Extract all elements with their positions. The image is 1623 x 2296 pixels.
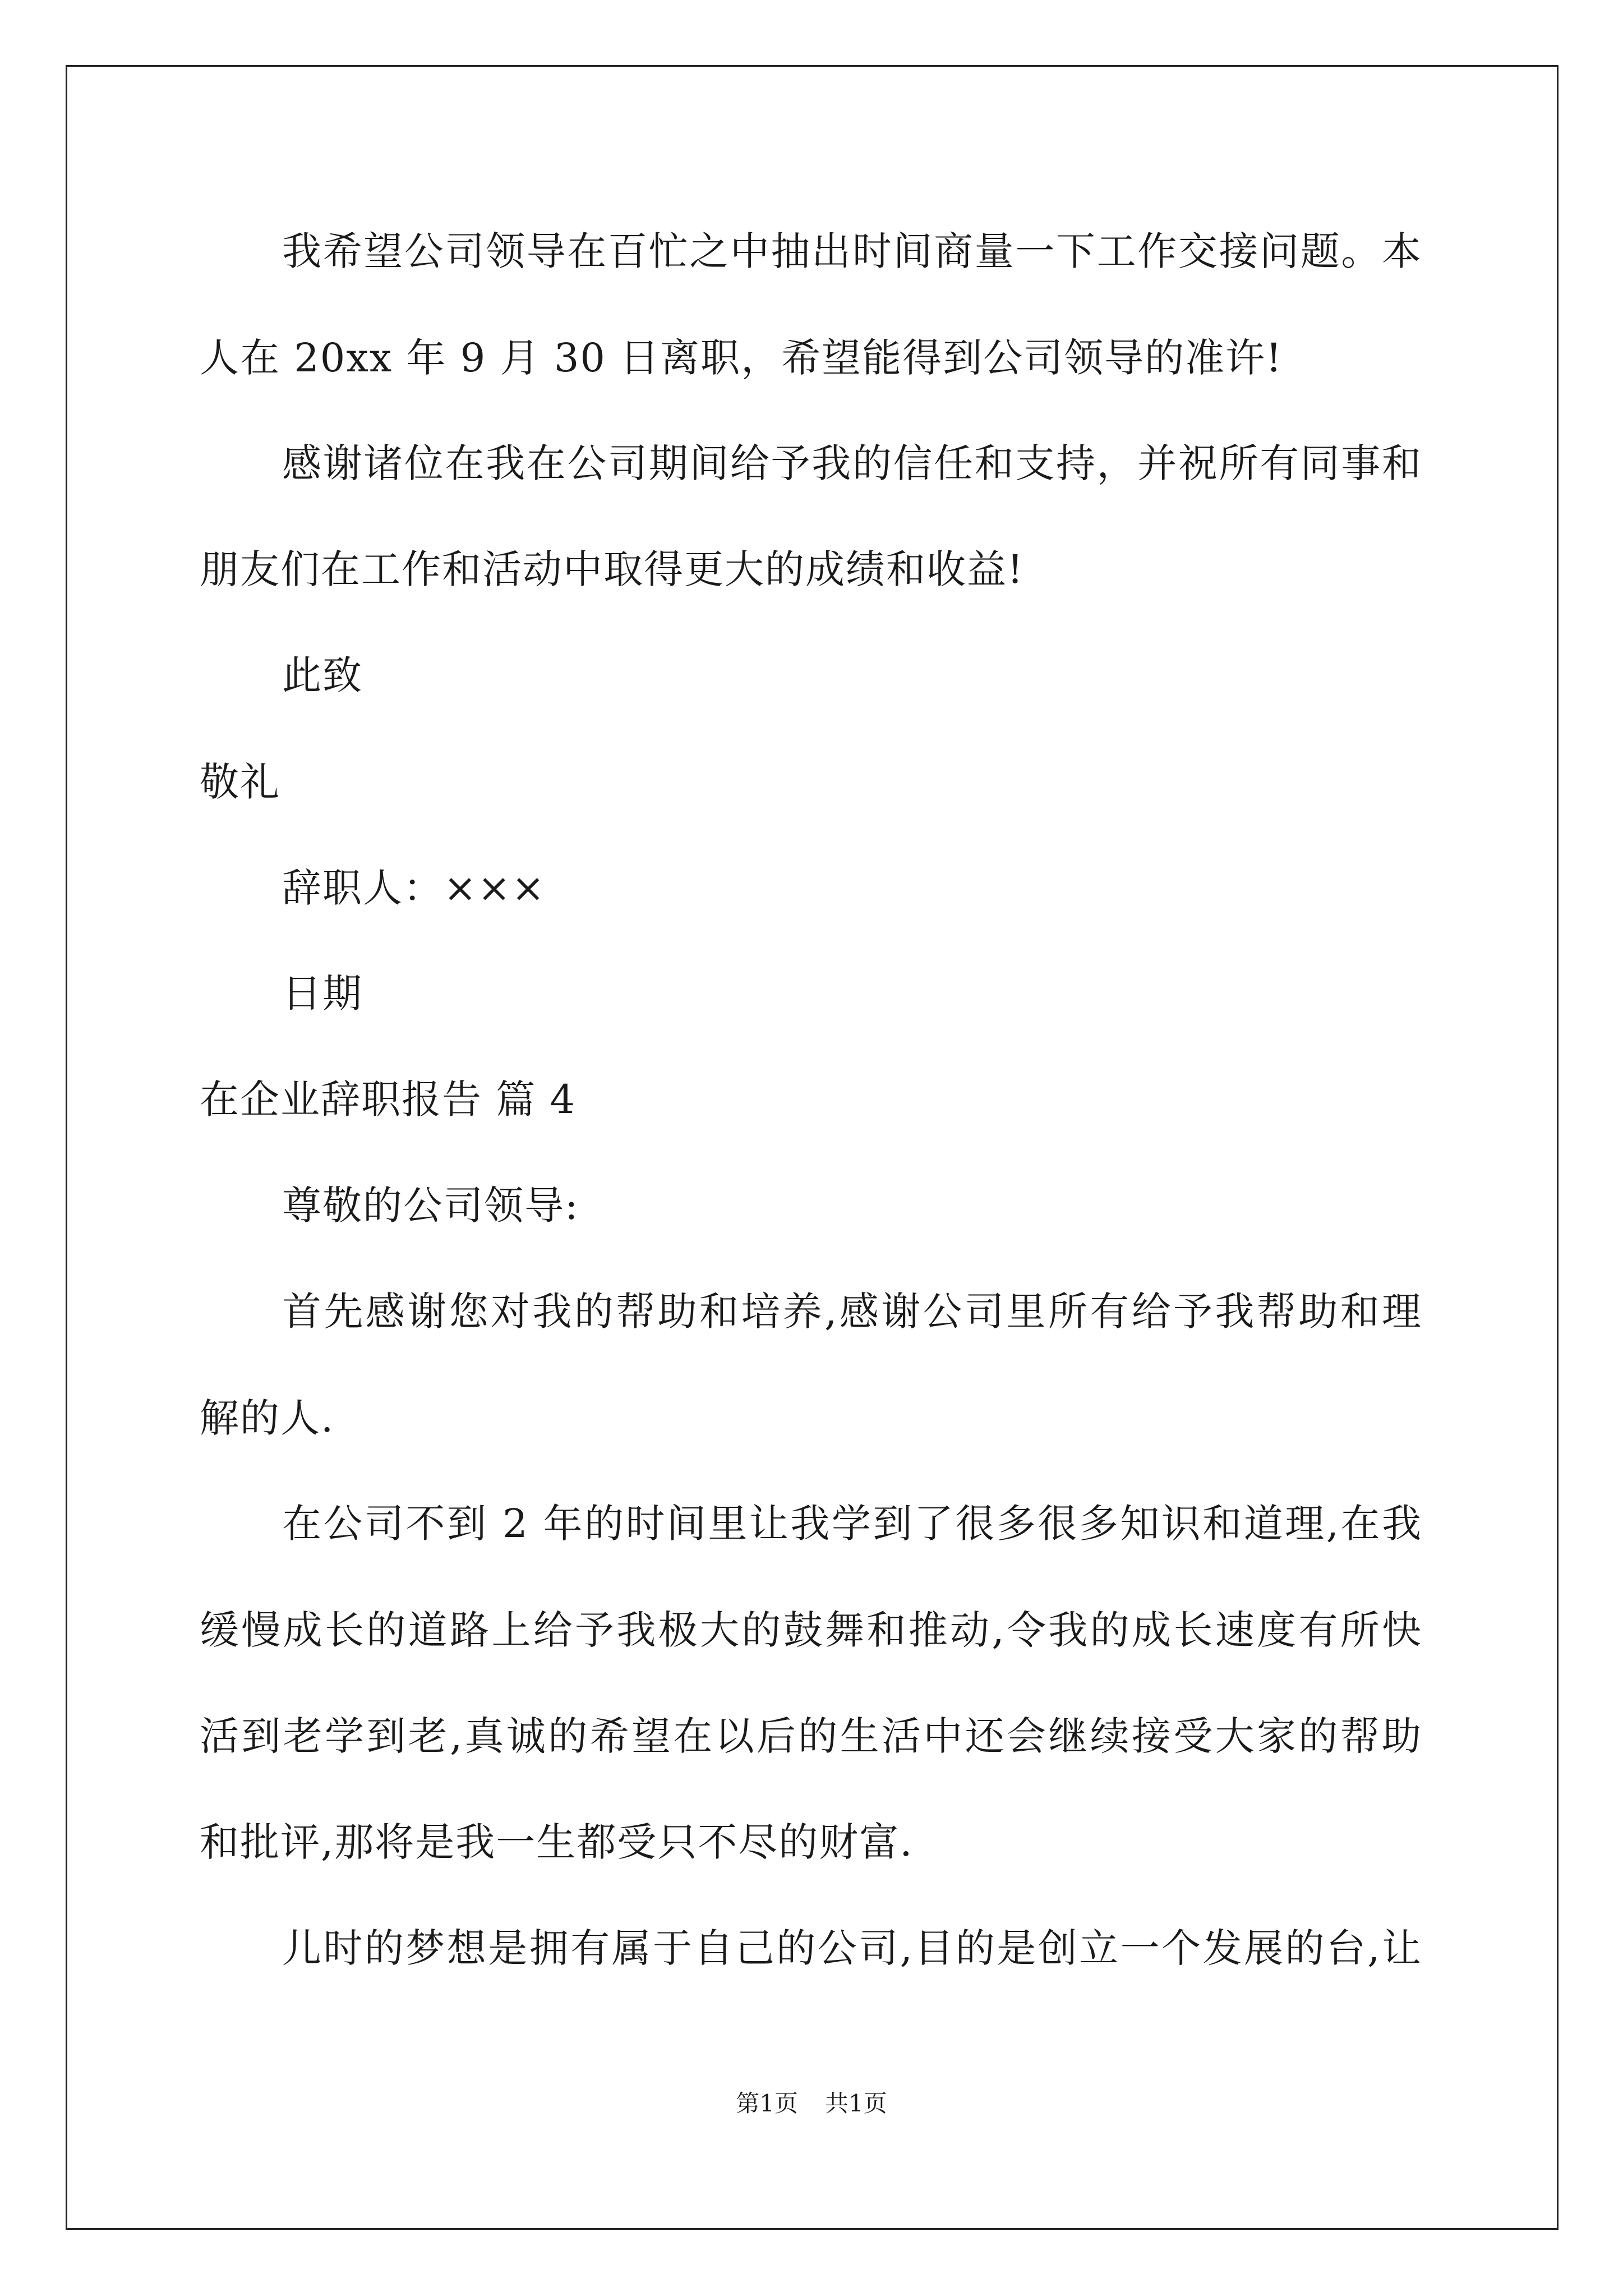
paragraph-line-11: 首先感谢您对我的帮助和培养,感谢公司里所有给予我帮助和理 [282,1289,1422,1335]
paragraph-line-14: 缓慢成长的道路上给予我极大的鼓舞和推动,令我的成长速度有所快 [200,1607,1422,1653]
paragraph-line-13: 在公司不到 2 年的时间里让我学到了很多很多知识和道理,在我 [282,1501,1422,1547]
greeting-line: 尊敬的公司领导: [282,1182,579,1228]
page-number-total: 共1页 [825,2090,887,2117]
paragraph-line-15: 活到老学到老,真诚的希望在以后的生活中还会继续接受大家的帮助 [200,1713,1422,1759]
paragraph-line-1: 我希望公司领导在百忙之中抽出时间商量一下工作交接问题。本 [282,228,1422,274]
closing-salutation: 此致 [282,652,363,698]
page-border [66,65,1559,2230]
paragraph-line-4: 朋友们在工作和活动中取得更大的成绩和收益! [200,546,1025,592]
date-line: 日期 [282,970,363,1016]
page-footer [0,2088,1623,2119]
paragraph-line-12: 解的人. [200,1395,335,1441]
section-heading: 在企业辞职报告 篇 4 [200,1076,577,1122]
page-number-current: 第1页 [736,2090,798,2117]
paragraph-line-2: 人在 20xx 年 9 月 30 日离职，希望能得到公司领导的准许! [200,335,1283,381]
paragraph-line-16: 和批评,那将是我一生都受只不尽的财富. [200,1819,914,1865]
paragraph-line-3: 感谢诸位在我在公司期间给予我的信任和支持，并祝所有同事和 [282,440,1422,486]
signature-line: 辞职人：××× [282,865,546,911]
paragraph-line-17: 儿时的梦想是拥有属于自己的公司,目的是创立一个发展的台,让 [282,1925,1422,1971]
closing-regards: 敬礼 [200,759,280,805]
